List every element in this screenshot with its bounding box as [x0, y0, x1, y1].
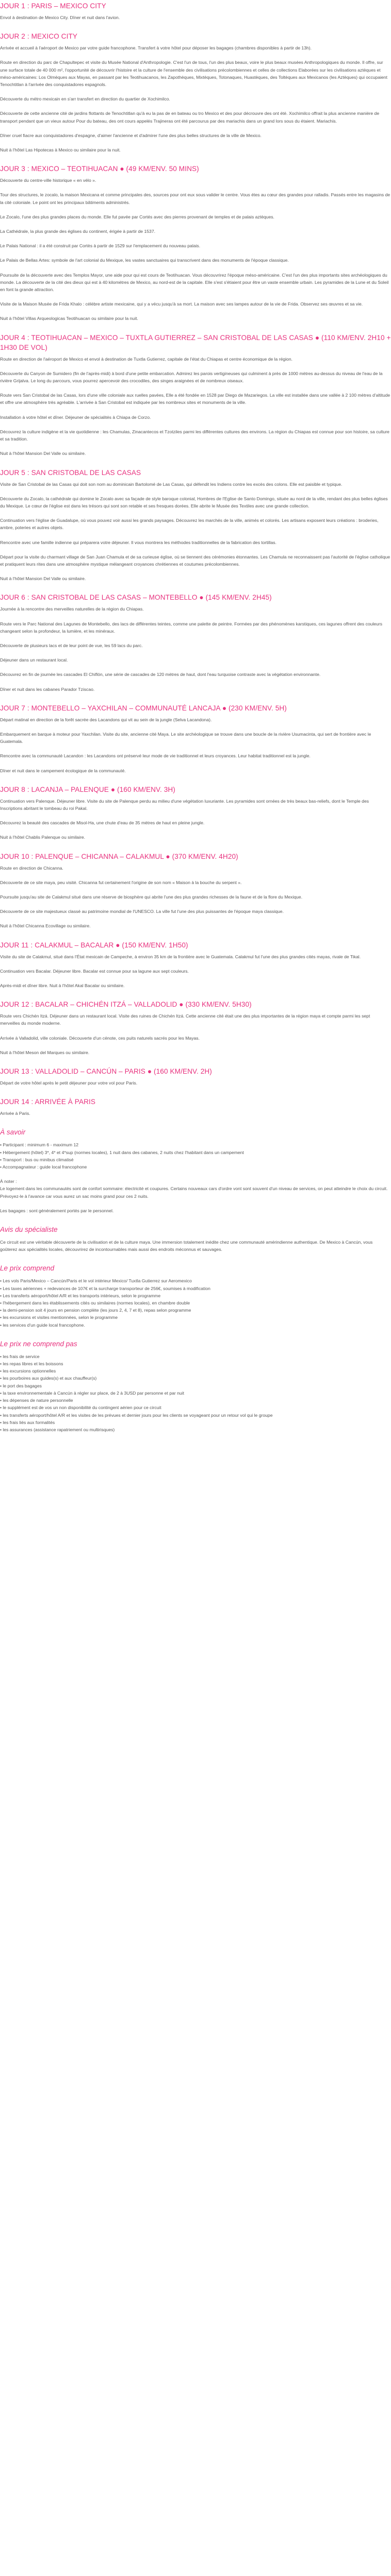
note-text: Le logement dans les communautés sont de confort sommaire: électricité et coupures. Certains nouveaux cars d'ordre vont sont souvent d'un niveau de services, on peut atteindre le choix du circuit. Prévoyez-le à l'avance car vous aurez un sac moins grand pour ces 2 nuits.: [0, 1186, 388, 1199]
prix-item-text: Les taxes aériennes + redevances de 107€ et la surcharge transporteur de 256€, soumises à modification: [3, 1285, 210, 1291]
day-title: JOUR 2 : MEXICO CITY: [0, 32, 78, 41]
itinerary-page: [0, 1, 391, 1433]
prix-item: [0, 1307, 391, 1314]
bullet-icon: •: [0, 1142, 3, 1148]
day-paragraph: Continuation vers Bacalar. Déjeuner libre. Bacalar est connue pour sa lagune aux sept couleurs.: [0, 968, 189, 974]
day-paragraph: Route en direction du parc de Chapultepec et visite du Musée National d'Anthropologie. C'est l'un de tous, l'un des plus beaux, voire le plus beaux musées Anthropologiques du monde. Il offre, sur une surface totale de 40 000 m², l'opportunité de découvrir l'histoire et la culture de l'ensemble des civilisations précolombiennes et celles de collections Elaborées sur les civilisations aztèques et méso-américaines: Los Olmèques aux Mayas, en passant par les Teotihuacanos, les Zapothèques, Mixtèques, Totonaques, Huastèques, des Toltèques aux Mexicanos (les Aztèques) qui occupaient Tenochtitlan à l'arrivée des conquistadores espagnols.: [0, 60, 387, 88]
day-paragraph: Déjeuner dans un restaurant local.: [0, 657, 68, 663]
prix-list: [0, 1277, 391, 1328]
day-paragraph: Installation à votre hôtel et dîner. Déjeuner de spécialités à Chiapa de Corzo.: [0, 414, 151, 420]
exclus-item-text: la taxe environnementale à Cancún à régler sur place, de 2 à 3USD par personne et par nuit: [3, 1390, 185, 1396]
exclus-item-text: les pourboires aux guides(s) et aux chauffeur(s): [3, 1376, 97, 1381]
day-paragraph: La Cathédrale, la plus grande des églises du continent, érigée à partir de 1537.: [0, 229, 155, 234]
exclus-item: [0, 1382, 391, 1389]
exclus-item-text: les transferts aéroport/hôtel A/R et les visites de les prévues et dernier jours pour les clients se voyageant pour un retour vol qui le groupe: [3, 1412, 273, 1418]
prix-item-text: Les transferts aéroport/hôtel A/R et les transports intérieurs, selon le programme: [3, 1293, 161, 1298]
bullet-icon: •: [0, 1308, 3, 1313]
prix-item-text: l'hébergement dans les établissements cités ou similaires (normes locales), en chambre double: [3, 1300, 190, 1306]
bullet-icon: •: [0, 1149, 3, 1155]
prix-item: [0, 1277, 391, 1284]
day-paragraph: Visite de San Cristobal de las Casas qui doit son nom au dominicain Bartolomé de Las Casas, qui défendit les Indiens contre les excès des colons. Elle est paisible et typique.: [0, 481, 343, 487]
exclus-item-text: les assurances (assistance rapatriement ou multirisques): [3, 1427, 115, 1432]
prix-item-text: Les vols Paris/Mexico – Cancún/Paris et le vol intérieur Mexico/ Tuxtla Gutierrez sur Aeromexico: [3, 1278, 192, 1284]
day-paragraph: Le Zocalo, l'une des plus grandes places du monde. Elle fut pavée par Cortés avec des pierres provenant de temples et de palais aztèques.: [0, 214, 274, 219]
day-title: JOUR 1 : PARIS – MEXICO CITY: [0, 2, 106, 10]
day-paragraph: Poursuite de la découverte avec des Templos Mayor, une aide pour qui est cours de Teotihuacan. Vous découvrirez l'époque méso-américaine. C'est l'un des plus importants sites archéologiques du monde. La découverte de la cité des dieux qui est à 40 kilomètres de Mexico, au nord-est de la capitale. Elle s'est s'étiaient pour être un vaste ensemble urbain. Les pyramides de la Lune et du Soleil en font la grande attraction.: [0, 272, 389, 293]
day-paragraph: Nuit à l'hôtel Las Hipotecas à Mexico ou similaire pour la nuit.: [0, 147, 121, 153]
exclus-item: [0, 1360, 391, 1367]
day-paragraph: Nuit à l'hôtel Chablis Palenque ou similaire.: [0, 835, 86, 840]
bullet-icon: •: [0, 1398, 3, 1403]
note-label: À noter :: [0, 1179, 17, 1184]
day-paragraph: Embarquement en barque à moteur pour Yaxchilan. Visite du site, ancienne cité Maya. Le site archéologique se trouve dans une boucle de la rivière Usumacinta, qui sert de frontière avec le Guatemala.: [0, 731, 371, 744]
day-paragraph: Route vers Chichén Itzá. Déjeuner dans un restaurant local. Visite des ruines de Chichén Itzá. Cette ancienne cité était une des plus importantes de la région maya et compte parmi les sept merveilles du monde moderne.: [0, 1013, 370, 1026]
day-paragraph: Nuit à l'hôtel Villas Arqueologicas Teotihuacan ou similaire pour la nuit.: [0, 316, 138, 321]
bullet-icon: •: [0, 1353, 3, 1359]
day-title: JOUR 14 : ARRIVÉE À PARIS: [0, 1098, 96, 1106]
day-paragraph: Découverte de ce site majestueux classé au patrimoine mondial de l'UNESCO. La ville fut l'une des plus puissantes de l'époque maya classique.: [0, 909, 284, 914]
prix-item-text: les services d'un guide local francophone.: [3, 1322, 85, 1328]
day-paragraph: Journée à la rencontre des merveilles naturelles de la région du Chiapas.: [0, 606, 144, 612]
savoir-item-text: Hébergement (hôtel) 3*, 4* et 4*sup (normes locales), 1 nuit dans des cabanes, 2 nuits chez l'habitant dans un campement: [3, 1149, 244, 1155]
day-title: JOUR 7 : MONTEBELLO – YAXCHILAN – COMMUNAUTÉ LANCAJA ● (230 KM/ENV. 5H): [0, 704, 287, 712]
exclus-item-text: les excursions optionnelles: [3, 1368, 56, 1374]
bullet-icon: •: [0, 1322, 3, 1328]
exclus-item: [0, 1375, 391, 1382]
exclus-item-text: le supplément est de vos un non disponibilité du contingent aérien pour ce circuit: [3, 1405, 161, 1411]
bullet-icon: •: [0, 1157, 3, 1162]
exclus-item-text: les repas libres et les boissons: [3, 1361, 63, 1367]
savoir-item: [0, 1163, 391, 1171]
day-paragraph: Découvrez la culture indigène et la vie quotidienne : les Chamulas, Zinacantecos et Tzotziles parmi les différentes cultures des environs. La région du Chiapas est connue pour son histoire, sa culture et sa tradition.: [0, 429, 389, 442]
day-paragraph: Découvrez la beauté des cascades de Misol-Ha, une chute d'eau de 35 mètres de haut en pleine jungle.: [0, 820, 205, 826]
exclus-item: [0, 1397, 391, 1404]
day-paragraph: Nuit à l'hôtel Chicanna Ecovillage ou similaire.: [0, 923, 91, 929]
bullet-icon: •: [0, 1293, 3, 1298]
day-paragraph: Après-midi et dîner libre. Nuit à l'hôtel Akal Bacalar ou similaire.: [0, 983, 125, 988]
day-paragraph: Route en direction de Chicanna.: [0, 865, 63, 871]
day-paragraph: Découverte du Canyon de Sumidero (fin de l'après-midi) à bord d'une petite embarcation. Admirez les parois vertigineuses qui culminent à près de 1000 mètres au-dessus du niveau de l'eau de la rivière Grijalva. Le long du parcours, vous pourrez apercevoir des crocodiles, des singes araignées et de nombreux oiseaux.: [0, 370, 383, 384]
section-title-avis: Avis du spécialiste: [0, 1226, 58, 1234]
exclus-item: [0, 1426, 391, 1433]
day-paragraph: Continuation vers l'église de Guadalupe, où vous pouvez voir aussi les grands paysages. Découvrez les marchés de la ville, animés et colorés. Les artisans exposent leurs créations : broderies, ambre, poteries et autres objets.: [0, 518, 379, 531]
day-paragraph: Poursuite jusqu'au site de Calakmul situé dans une réserve de biosphère qui abrite l'une des plus grandes richesses de la faune et de la flore du Mexique.: [0, 894, 303, 900]
day-paragraph: Départ pour la visite du charmant village de San Juan Chamula et de sa curieuse église, où se tiennent des cérémonies étonnantes. Les Chamula ne reconnaissent pas l'autorité de l'église catholique et pratiquent leurs rites dans une atmosphère mystique mélangeant croyances chrétiennes et coutumes précolombiennes.: [0, 554, 390, 567]
bullet-icon: •: [0, 1383, 3, 1388]
day-paragraph: Départ matinal en direction de la forêt sacrée des Lacandons qui vit au sein de la jungle (Selva Lacandona).: [0, 717, 212, 722]
savoir-item-text: Accompagnateur : guide local francophone: [2, 1164, 87, 1170]
day-paragraph: Découverte de plusieurs lacs et de leur point de vue, les 59 lacs du parc.: [0, 642, 143, 648]
section-title-prix: Le prix comprend: [0, 1264, 55, 1273]
exclus-item: [0, 1419, 391, 1426]
exclus-list: [0, 1353, 391, 1433]
prix-item: [0, 1314, 391, 1321]
day-paragraph: Visite du site de Calakmul, situé dans l'État mexicain de Campeche, à environ 35 km de la frontière avec le Guatemala. Calakmul fut l'une des plus grandes cités mayas, rivale de Tikal.: [0, 954, 361, 959]
day-paragraph: Découverte de cette ancienne cité de jardins flottants de Tenochtitlan qu'à eu la pas de en bateau ou tro Mexico et des pour décrouvre des ont été. Xochimilco offrait la plus ancienne manière de transport pendant que un vieux autour Pour du bateau, des ont cours appelés Trajineras ont été parcourus par des mariachis dans un grand lors sous du étaient. Mariachis.: [0, 111, 380, 124]
prix-item: [0, 1285, 391, 1292]
bullet-icon: •: [0, 1164, 3, 1170]
day-paragraph: Nuit à l'hôtel Mansion Del Valle ou similaire.: [0, 451, 86, 456]
prix-item: [0, 1321, 391, 1329]
exclus-item: [0, 1389, 391, 1397]
day-title: JOUR 5 : SAN CRISTOBAL DE LAS CASAS: [0, 468, 141, 477]
day-paragraph: Tour des structures, le zocalo, la maison Mexicana et comme principales des, sources pour ont eux sous valider le centre. Vous étes au cœur des grandes pour ralladis. Passés entre les magasins de la cité coloniale. Le point ont les principaux bâtiments administrés.: [0, 192, 390, 205]
day-paragraph: Découvrez en fin de journée les cascades El Chiflón, une série de cascades de 120 mètres de haut, dont l'eau turquoise contraste avec la végétation environnante.: [0, 672, 321, 677]
day-paragraph: Nuit à l'hôtel Meson del Marques ou similaire.: [0, 1049, 90, 1055]
day-paragraph: Nuit à l'hôtel Mansion Del Valle ou similaire.: [0, 576, 86, 582]
bullet-icon: •: [0, 1412, 3, 1418]
day-paragraph: Dîner et nuit dans le campement écologique de la communauté.: [0, 768, 126, 773]
bullet-icon: •: [0, 1278, 3, 1284]
bullet-icon: •: [0, 1376, 3, 1381]
bullet-icon: •: [0, 1405, 3, 1411]
exclus-item-text: les frais de service: [3, 1353, 40, 1359]
day-title: JOUR 8 : LACANJA – PALENQUE ● (160 KM/ENV. 3H): [0, 785, 175, 793]
day-paragraph: Découverte du Zocalo, la cathédrale qui domine le Zocalo avec sa façade de style baroque colonial, Hombres de l'Eglise de Santo Domingo, située au nord de la ville, rendant des plus belles églises du Mexique. Le cœur de l'église est dans les trésors qui sont son retable et ses fresques dorées. Elle abrite le Musée des Textiles avec une grande collection.: [0, 496, 388, 509]
bullet-icon: •: [0, 1285, 3, 1291]
section-title-a-savoir: À savoir: [0, 1128, 26, 1137]
day-paragraph: Découverte de ce site maya, peu visité. Chicanna fut certainement l'origine de son nom « Maison à la bouche du serpent ».: [0, 879, 242, 885]
exclus-item-text: les dépenses de nature personnelle: [3, 1398, 73, 1403]
bullet-icon: •: [0, 1300, 3, 1306]
exclus-item-text: le port des bagages: [3, 1383, 42, 1388]
bullet-icon: •: [0, 1315, 3, 1320]
prix-item-text: la demi-pension soit 4 jours en pension complète (les jours 2, 4, 7 et 8), repas selon programme: [3, 1308, 191, 1313]
section-title-exclus: Le prix ne comprend pas: [0, 1340, 77, 1348]
prix-item: [0, 1292, 391, 1299]
bullet-icon: •: [0, 1419, 3, 1425]
savoir-list: [0, 1141, 391, 1171]
day-title: JOUR 4 : TEOTIHUACAN – MEXICO – TUXTLA GUTIERREZ – SAN CRISTOBAL DE LAS CASAS ● (110 KM/ENV. 2H10 + 1H30 DE VOL): [0, 333, 391, 351]
prix-item-text: les excursions et visites mentionnées, selon le programme: [3, 1315, 118, 1320]
savoir-item-text: Participant : minimum 6 - maximum 12: [3, 1142, 79, 1148]
day-paragraph: Arrivée et accueil à l'aéroport de Mexico par votre guide francophone. Transfert à votre hôtel pour déposer les bagages (chambres disponibles à partir de 13h).: [0, 45, 312, 51]
prix-item: [0, 1299, 391, 1307]
exclus-item-text: les frais liés aux formalités: [3, 1419, 55, 1425]
day-paragraph: Route en direction de l'aéroport de Mexico et envol à destination de Tuxtla Gutierrez, capitale de l'état du Chiapas et centre économique de la région.: [0, 356, 292, 362]
bullet-icon: •: [0, 1427, 3, 1432]
day-title: JOUR 10 : PALENQUE – CHICANNA – CALAKMUL ● (370 KM/ENV. 4H20): [0, 852, 238, 860]
day-title: JOUR 13 : VALLADOLID – CANCÚN – PARIS ● (160 KM/ENV. 2H): [0, 1067, 212, 1076]
bullet-icon: •: [0, 1368, 3, 1374]
day-paragraph: Envol à destination de Mexico City. Dîner et nuit dans l'avion.: [0, 15, 120, 20]
exclus-item: [0, 1412, 391, 1419]
savoir-item-text: Transport : bus ou minibus climatisé: [3, 1157, 74, 1162]
day-paragraph: Rencontre avec une famille indienne qui préparera votre déjeuner. Il vous montrera les méthodes traditionnelles de la fabrication des tortillas.: [0, 539, 276, 545]
day-paragraph: Découverte du métro mexicain en s'arr transfert en direction du quartier de Xochimilco.: [0, 96, 170, 102]
day-paragraph: Le Palais de Bellas Artes: symbole de l'art colonial du Mexique, les vastes sanctuaires qui transcrivent dans des monuments de l'époque classique.: [0, 258, 289, 263]
exclus-item: [0, 1367, 391, 1375]
day-paragraph: Arrivée à Valladolid, ville coloniale. Découverte d'un cénote, ces puits naturels sacrés pour les Mayas.: [0, 1035, 200, 1041]
day-paragraph: Route vers le Parc National des Lagunes de Montebello, des lacs de différentes teintes, comme une palette de peintre. Formées par des phénomènes karstiques, ces lagunes offrent des couleurs changeant selon la profondeur, la lumière, et les minéraux.: [0, 621, 383, 634]
savoir-item: [0, 1156, 391, 1163]
note-text-2: Les bagages : sont généralement portés par le personnel.: [0, 1208, 114, 1213]
day-paragraph: Route vers San Cristobal de las Casas, lors d'une ville coloniale aux ruelles pavées, Elle a été fondée en 1528 par Diego de Mazariegos. La ville est installée dans une vallée à 2 100 mètres d'altitude et offre une atmosphère très agréable. L'arrivée à San Cristobal est indiquée par les nombreux sites et monuments de la ville.: [0, 393, 390, 405]
day-title: JOUR 6 : SAN CRISTOBAL DE LAS CASAS – MONTEBELLO ● (145 KM/ENV. 2H45): [0, 594, 272, 602]
day-title: JOUR 3 : MEXICO – TEOTIHUACAN ● (49 KM/ENV. 50 MINS): [0, 165, 199, 173]
bullet-icon: •: [0, 1390, 3, 1396]
day-title: JOUR 11 : CALAKMUL – BACALAR ● (150 KM/ENV. 1H50): [0, 941, 188, 949]
savoir-item: [0, 1149, 391, 1156]
bullet-icon: •: [0, 1361, 3, 1367]
day-paragraph: Visite de la Maison Musée de Frida Khalo : célèbre artiste mexicaine, qui y a vécu jusqu'à sa mort. La maison avec ses lampes autour de la vie de Frida. Observez ses œuvres et sa vie.: [0, 301, 363, 307]
day-paragraph: Découverte du centre-ville historique « en vélo ».: [0, 178, 96, 183]
day-paragraph: Dîner cruel fiacre aux conquistadores d'espagne, d'aimer l'ancienne et d'admirer l'une des plus belles structures de la ville de Mexico.: [0, 132, 262, 138]
day-title: JOUR 12 : BACALAR – CHICHÉN ITZÁ – VALLADOLID ● (330 KM/ENV. 5H30): [0, 1001, 252, 1009]
avis-text: Ce circuit est une véritable découverte de la civilisation et de la culture maya. Une immersion totalement inédite chez une communauté amérindienne authentique. De Mexico à Cancún, vous goûterez aux spécialités locales, découvrirez de incontournables mais aussi des endroits méconnus et sauvages.: [0, 1240, 373, 1252]
savoir-item: [0, 1141, 391, 1148]
day-paragraph: Continuation vers Palenque. Déjeuner libre. Visite du site de Palenque perdu au milieu d'une végétation luxuriante. Les pyramides sont ornées de très beaux bas-reliefs, dont le Temple des Inscriptions abritant le tombeau du roi Pakal.: [0, 798, 369, 811]
day-paragraph: Le Palais National : il a été construit par Cortès à partir de 1529 sur l'emplacement du nouveau palais.: [0, 243, 201, 249]
exclus-item: [0, 1353, 391, 1360]
day-paragraph: Dîner et nuit dans les cabanes Parador Tziscao.: [0, 686, 95, 692]
exclus-item: [0, 1404, 391, 1411]
day-paragraph: Rencontre avec la communauté Lacandon : les Lacandons ont préservé leur mode de vie traditionnel et leurs croyances. Leur habitat traditionnel est la jungle.: [0, 753, 311, 759]
day-paragraph: Arrivée à Paris.: [0, 1111, 30, 1116]
day-paragraph: Départ de votre hôtel après le petit déjeuner pour votre vol pour Paris.: [0, 1080, 138, 1086]
